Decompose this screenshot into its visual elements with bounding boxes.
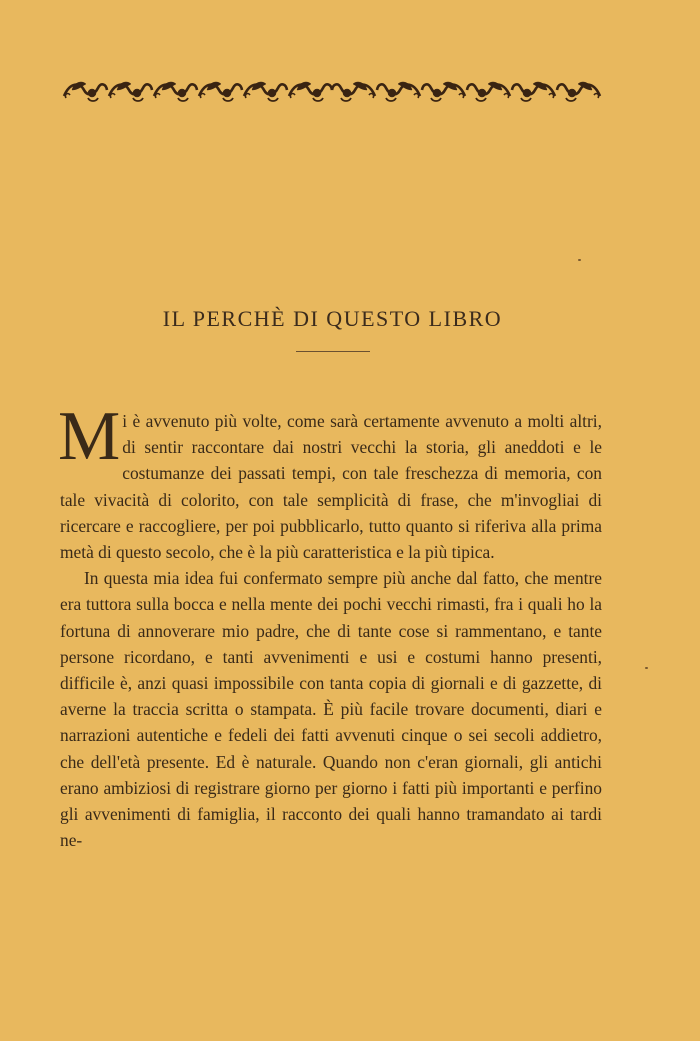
paper-speck (645, 667, 648, 669)
title-rule (296, 351, 370, 352)
floral-border-ornament (62, 76, 602, 104)
paragraph-2: In questa mia idea fui confermato sempre più anche dal fatto, che mentre era tuttora sulla bocca e nella mente dei pochi vecchi rimasti, fra i quali ho la fortuna di annoverare mio padre, che di tante cose si rammentano, e tante persone ricordano, e tanti avvenimenti e usi e costumi hanno presenti, difficile è, anzi quasi impossibile con tanta copia di giornali e di gazzette, di averne la traccia scritta o stampata. È più facile trovare documenti, diari e narrazioni autentiche e fedeli dei fatti avvenuti cinque o sei secoli addietro, che dell'età presente. Ed è naturale. Quando non c'eran giornali, gli antichi erano ambiziosi di registrare giorno per giorno i fatti più importanti e perfino gli avvenimenti di famiglia, il racconto dei quali hanno tramandato ai tardi ne- (60, 568, 602, 851)
chapter-title: IL PERCHÈ DI QUESTO LIBRO (162, 306, 503, 331)
paragraph-1 (58, 398, 602, 565)
drop-cap: M (58, 398, 121, 475)
paragraph-1-text: i è avvenuto più volte, come sarà certamente avvenuto a molti altri, di sentir raccontare dai nostri vecchi la storia, gli aneddoti e le costumanze dei passati tempi, con tale freschezza di memoria, con tale vivacità di colorito, con tale semplicità di frase, che m'invogliai di ricercare e raccogliere, per poi pubblicarlo, tutto quanto si riferiva alla prima metà di questo secolo, che è la più caratteristica e la più tipica. (60, 411, 602, 563)
body-text (58, 398, 602, 853)
paper-speck (578, 259, 581, 261)
